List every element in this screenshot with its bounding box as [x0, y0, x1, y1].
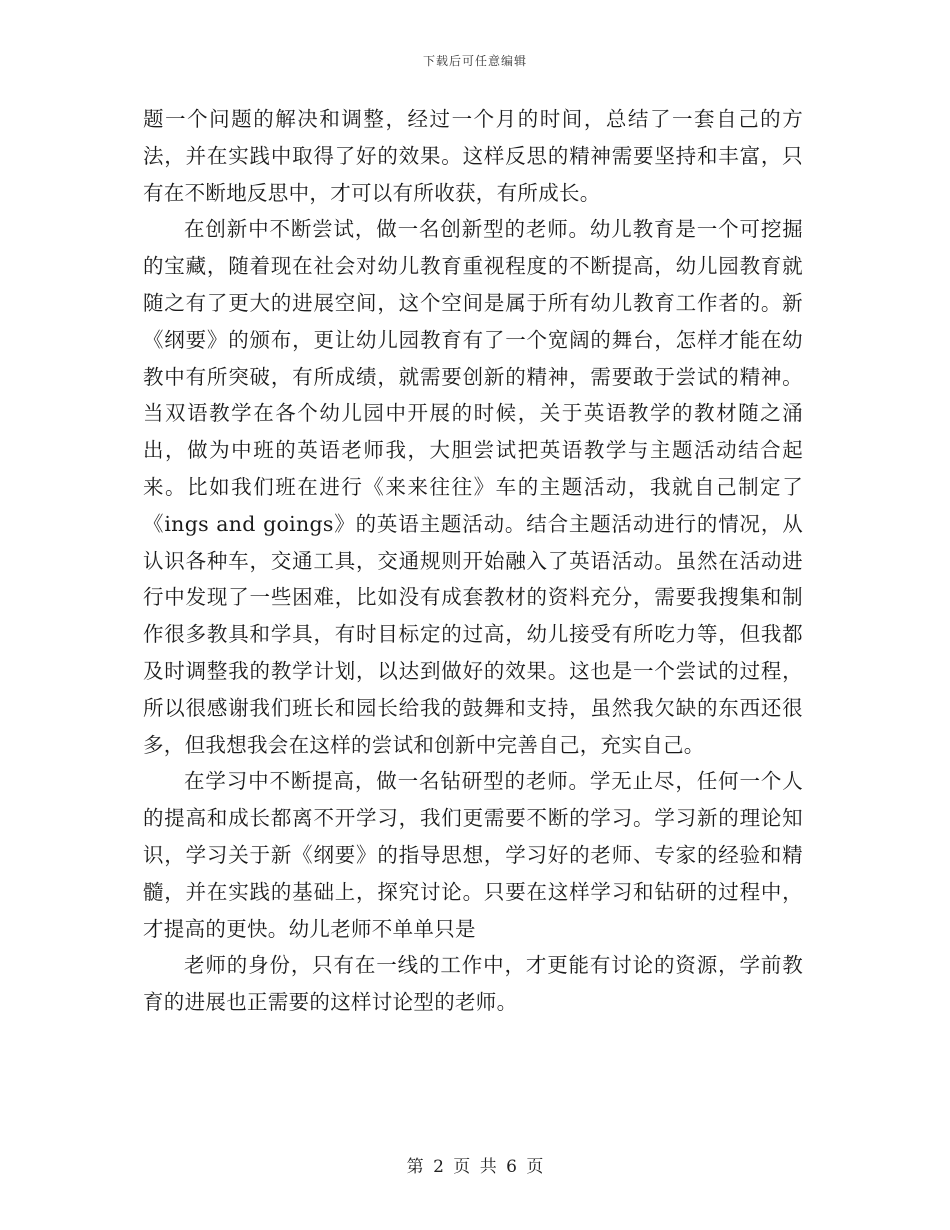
document-body — [143, 101, 803, 1021]
page-header: 下载后可任意编辑 — [422, 54, 527, 68]
paragraph-learning: 在学习中不断提高，做一名钻研型的老师。学无止尽，任何一个人的提高和成长都离不开学习，我们更需要不断的学习。学习新的理论知识，学习关于新《纲要》的指导思想，学习好的老师、专家的经验和精髓，并在实践的基础上，探究讨论。只要在这样学习和钻研的过程中，才提高的更快。幼儿老师不单单只是 — [143, 769, 803, 941]
page-number: 第 2 页 共 6 页 — [406, 1157, 544, 1177]
paragraph-continuation: 题一个问题的解决和调整，经过一个月的时间，总结了一套自己的方法，并在实践中取得了好的效果。这样反思的精神需要坚持和丰富，只有在不断地反思中，才可以有所收获，有所成长。 — [143, 107, 803, 205]
paragraph-innovation: 在创新中不断尝试，做一名创新型的老师。幼儿教育是一个可挖掘的宝藏，随着现在社会对幼儿教育重视程度的不断提高，幼儿园教育就随之有了更大的进展空间，这个空间是属于所有幼儿教育工作者的。新《纲要》的颁布，更让幼儿园教育有了一个宽阔的舞台，怎样才能在幼教中有所突破，有所成绩，就需要创新的精神，需要敢于尝试的精神。当双语教学在各个幼儿园中开展的时候，关于英语教学的教材随之涌出，做为中班的英语老师我，大胆尝试把英语教学与主题活动结合起来。比如我们班在进行《来来往往》车的主题活动，我就自己制定了《ings and goings》的英语主题活动。结合主题活动进行的情况，从认识各种车，交通工具，交通规则开始融入了英语活动。虽然在活动进行中发现了一些困难，比如没有成套教材的资料充分，需要我搜集和制作很多教具和学具，有时目标定的过高，幼儿接受有所吃力等，但我都及时调整我的教学计划，以达到做好的效果。这也是一个尝试的过程，所以很感谢我们班长和园长给我的鼓舞和支持，虽然我欠缺的东西还很多，但我想我会在这样的尝试和创新中完善自己，充实自己。 — [143, 217, 803, 757]
paragraph-teacher-role: 老师的身份，只有在一线的工作中，才更能有讨论的资源，学前教育的进展也正需要的这样讨论型的老师。 — [143, 953, 803, 1015]
